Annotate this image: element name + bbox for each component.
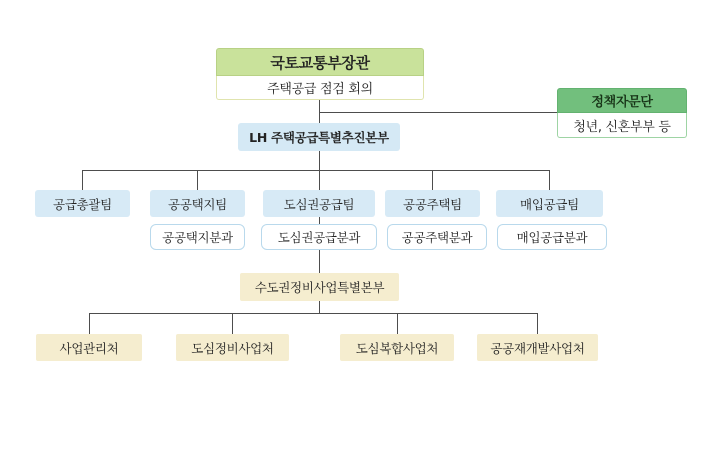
division-box-purchase-supply: 매입공급분과 [497, 224, 607, 250]
connector-office-bus [89, 313, 537, 314]
division-box-urban-supply: 도심권공급분과 [261, 224, 377, 250]
connector-drop-team-3 [319, 170, 320, 190]
office-box-public-redevelopment: 공공재개발사업처 [477, 334, 598, 361]
office-box-urban-complex: 도심복합사업처 [340, 334, 454, 361]
metro-headquarters-box: 수도권정비사업특별본부 [240, 273, 399, 301]
team-box-urban-supply: 도심권공급팀 [263, 190, 375, 217]
connector-drop-team-1 [82, 170, 83, 190]
connector-drop-team-2 [197, 170, 198, 190]
office-box-business-management: 사업관리처 [36, 334, 142, 361]
connector-drop-team-4 [432, 170, 433, 190]
connector-drop-office-3 [397, 313, 398, 334]
minister-title-box: 국토교통부장관 [216, 48, 424, 76]
team-box-public-housing: 공공주택팀 [385, 190, 480, 217]
team-box-purchase-supply: 매입공급팀 [496, 190, 603, 217]
connector-to-advisory [319, 112, 557, 113]
connector-metro-to-bus [319, 301, 320, 313]
advisory-title-box: 정책자문단 [557, 88, 687, 113]
connector-lh-to-bus [319, 151, 320, 170]
division-box-public-land: 공공택지분과 [150, 224, 245, 250]
connector-drop-team-5 [549, 170, 550, 190]
team-box-public-land: 공공택지팀 [150, 190, 245, 217]
connector-drop-office-4 [537, 313, 538, 334]
minister-meeting-box: 주택공급 점검 회의 [216, 76, 424, 100]
connector-drop-office-1 [89, 313, 90, 334]
connector-team3-to-division [319, 217, 320, 224]
office-box-urban-maintenance: 도심정비사업처 [176, 334, 289, 361]
connector-team-bus [82, 170, 550, 171]
connector-division-to-metro [319, 250, 320, 273]
team-box-supply-general: 공급총괄팀 [35, 190, 130, 217]
connector-drop-office-2 [232, 313, 233, 334]
advisory-members-box: 청년, 신혼부부 등 [557, 113, 687, 138]
division-box-public-housing: 공공주택분과 [387, 224, 487, 250]
lh-headquarters-box: LH 주택공급특별추진본부 [238, 123, 400, 151]
